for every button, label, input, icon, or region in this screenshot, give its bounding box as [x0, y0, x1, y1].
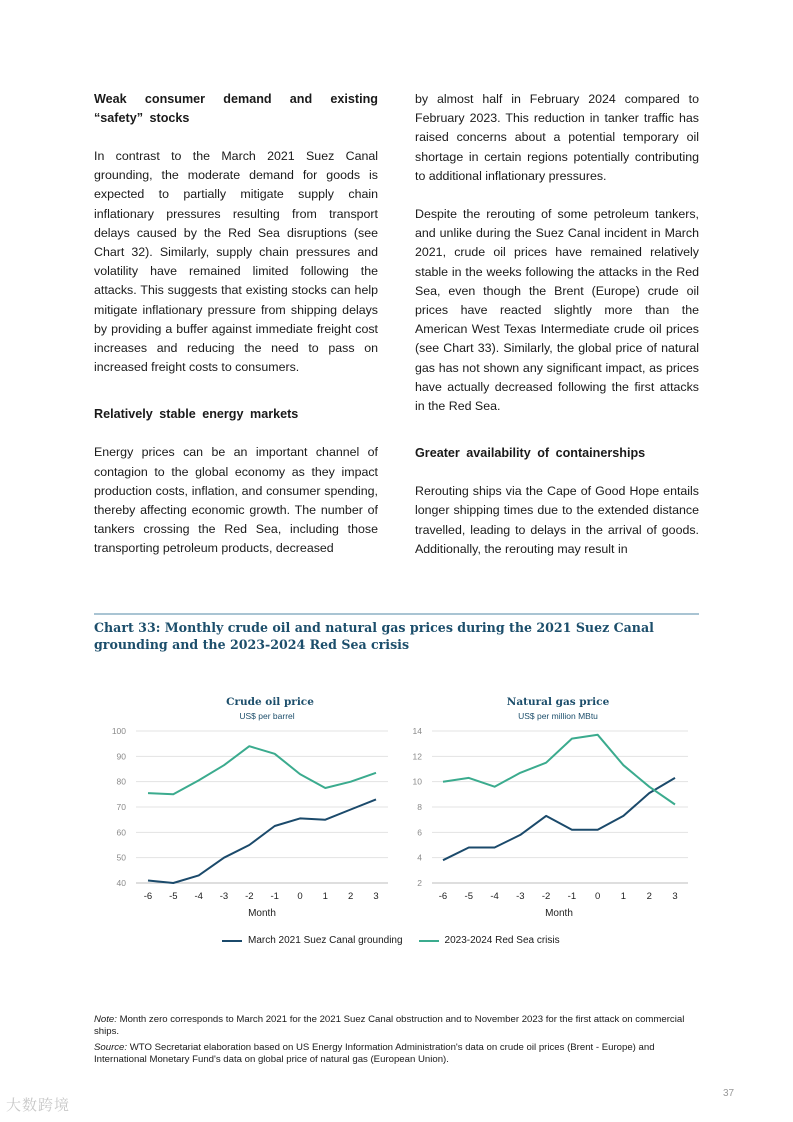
x-tick-label: 2: [646, 891, 652, 902]
paragraph: Rerouting ships via the Cape of Good Hope entails longer shipping times due to the extended distance travelled, leading to delays in the arrival of goods. Additionally, the rerouting may result in: [415, 484, 699, 556]
legend-item-redsea: [419, 935, 560, 946]
x-tick-label: -3: [219, 891, 229, 902]
x-tick-label: 2: [348, 891, 354, 902]
legend-item-suez: [222, 935, 403, 946]
x-tick-label: 0: [297, 891, 303, 902]
chart-notes: [94, 1014, 699, 1070]
legend-swatch-suez: [222, 940, 242, 942]
x-tick-label: -3: [516, 891, 525, 902]
x-tick-label: 0: [595, 891, 601, 902]
y-tick-label: 10: [412, 776, 422, 787]
redsea-series-line: [148, 746, 376, 794]
x-tick-label: -1: [270, 891, 279, 902]
x-tick-label: -6: [143, 891, 153, 902]
y-tick-label: 14: [412, 726, 422, 736]
legend-swatch-redsea: [419, 940, 439, 942]
source-text: WTO Secretariat elaboration based on US Energy Information Administration's data on crude oil prices (Brent - Europe) and International Monetary Fund's data on global price of natural gas (European Union).: [94, 1042, 655, 1065]
suez-series-line: [148, 799, 376, 883]
y-tick-label: 4: [417, 852, 422, 863]
y-tick-label: 80: [116, 776, 126, 787]
paragraph: Energy prices can be an important channel of contagion to the global economy as they impact production costs, inflation, and consumer spending, thereby affecting economic growth. The number of tankers crossing the Red Sea, including those transporting petroleum products, decreased: [94, 445, 378, 556]
x-tick-label: -5: [169, 891, 178, 902]
redsea-series-line: [443, 735, 675, 805]
legend-label-suez: March 2021 Suez Canal grounding: [248, 935, 403, 946]
x-axis-label: Month: [545, 908, 573, 919]
paragraph: by almost half in February 2024 compared to February 2023. This reduction in tanker traffic has raised concerns about a potential temporary oil shortage in certain regions potentially contributing to additional inflationary pressures.: [415, 92, 699, 183]
y-tick-label: 2: [417, 878, 422, 888]
paragraph: In contrast to the March 2021 Suez Canal grounding, the moderate demand for goods is expected to partially mitigate supply chain inflationary pressures resulting from transport delays caused by the Red Sea disruptions (see Chart 32). Similarly, supply chain pressures and volatility have remained limited following the attacks. This suggests that existing stocks can help mitigate inflationary pressure from shipping delays by providing a buffer against immediate freight cost increases and reducing the need to pass on increased freight costs to consumers.: [94, 149, 378, 375]
chart-note: [94, 1014, 699, 1038]
natural-gas-panel-title: Natural gas price: [506, 696, 610, 708]
x-tick-label: 3: [373, 891, 379, 902]
x-tick-label: -5: [464, 891, 474, 902]
chart-source: [94, 1042, 699, 1066]
x-tick-label: 3: [672, 891, 678, 902]
y-tick-label: 12: [412, 751, 422, 762]
y-tick-label: 8: [417, 802, 422, 812]
y-tick-label: 70: [116, 802, 126, 812]
watermark-logo: 大数跨境: [6, 1097, 71, 1114]
section-heading-weak-demand: Weak consumer demand and existing “safety” stocks: [94, 92, 378, 125]
y-tick-label: 50: [116, 852, 126, 863]
x-axis-label: Month: [248, 908, 276, 919]
x-tick-label: 1: [322, 891, 328, 902]
suez-series-line: [443, 778, 675, 860]
page-number: 37: [723, 1088, 735, 1099]
y-tick-label: 60: [116, 827, 126, 838]
x-tick-label: -2: [541, 891, 551, 902]
crude-oil-panel-title: Crude oil price: [226, 696, 314, 708]
y-tick-label: 100: [111, 726, 126, 736]
y-tick-label: 6: [417, 827, 422, 838]
paragraph: Despite the rerouting of some petroleum tankers, and unlike during the Suez Canal incident in March 2021, crude oil prices have remained relatively stable in the weeks following the attacks in the Red Sea, even though the Brent (Europe) crude oil prices have reacted slightly more than the American West Texas Intermediate crude oil prices (see Chart 33). Similarly, the global price of natural gas has not shown any significant impact, as prices have actually decreased following the first attacks in the Red Sea.: [415, 207, 699, 414]
crude-oil-panel-subtitle: US$ per barrel: [239, 711, 295, 721]
x-tick-label: -2: [245, 891, 254, 902]
x-tick-label: 1: [620, 891, 627, 902]
y-tick-label: 40: [116, 878, 126, 888]
x-tick-label: -1: [567, 891, 577, 902]
y-tick-label: 90: [116, 751, 126, 762]
x-tick-label: -4: [490, 891, 499, 902]
x-tick-label: -6: [438, 891, 448, 902]
section-heading-containerships: Greater availability of containerships: [415, 446, 646, 461]
note-label: Note:: [94, 1014, 117, 1025]
section-heading-energy-markets: Relatively stable energy markets: [94, 407, 299, 422]
natural-gas-panel-subtitle: US$ per million MBtu: [518, 711, 598, 721]
x-tick-label: -4: [194, 891, 203, 902]
chart-legend: [222, 935, 560, 946]
source-label: Source:: [94, 1042, 128, 1053]
note-text: Month zero corresponds to March 2021 for the 2021 Suez Canal obstruction and to November 2023 for the first attack on commercial ships.: [94, 1014, 685, 1037]
legend-label-redsea: 2023-2024 Red Sea crisis: [444, 935, 560, 946]
chart-title: Chart 33: Monthly crude oil and natural gas prices during the 2021 Suez Canal grounding and the 2023-2024 Red Sea crisis: [94, 620, 654, 652]
